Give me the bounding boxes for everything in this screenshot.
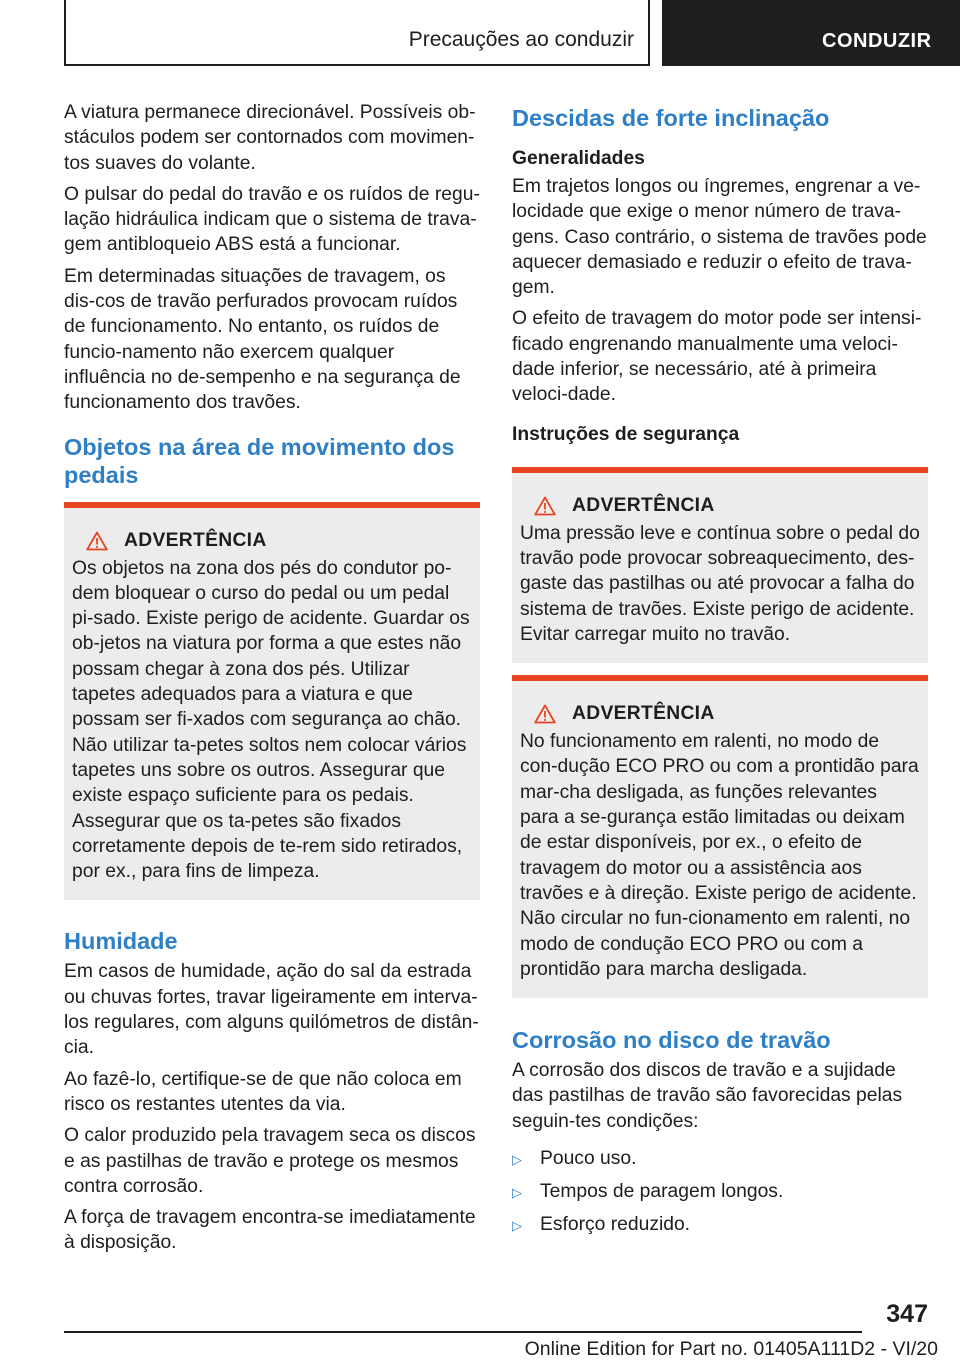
warning-title: ADVERTÊNCIA xyxy=(572,494,715,516)
header-section-box xyxy=(64,0,650,66)
warning-text: Uma pressão leve e contínua sobre o pedal do travão pode provocar sobreaquecimento, des-gaste das pastilhas ou até provocar a falha do sistema de travões. Existe perigo de acidente. Evitar carregar muito no travão. xyxy=(520,522,920,645)
header-chapter-box xyxy=(662,0,960,66)
heading-objetos: Objetos na área de movimento dos pedais xyxy=(64,433,455,488)
heading-humidade: Humidade xyxy=(64,928,178,955)
footer-edition: Online Edition for Part no. 01405A111D2 - VI/20 xyxy=(524,1338,938,1360)
left-column xyxy=(64,100,480,1262)
paragraph: O pulsar do pedal do travão e os ruídos de regu-lação hidráulica indicam que o sistema de trava-gem antibloqueio ABS está a funcionar. xyxy=(64,183,480,256)
list-item-text: Tempos de paragem longos. xyxy=(540,1181,784,1203)
warning-text: No funcionamento em ralenti, no modo de con-dução ECO PRO ou com a prontidão para mar-cha desligada, as funções relevantes para a se-gurança estão limitadas ou deixam de estar disponíveis, por ex., o efeito de travagem do motor ou a assistência aos travões e à direção. Existe perigo de acidente. Não circular no fun-cionamento em ralenti, no modo de condução ECO PRO ou com a prontidão para marcha desligada. xyxy=(520,731,919,980)
list-item xyxy=(512,1179,928,1205)
paragraph: Ao fazê-lo, certifique-se de que não coloca em risco os restantes utentes da via. xyxy=(64,1068,462,1115)
warning-triangle-icon xyxy=(86,531,108,551)
list-item xyxy=(512,1212,928,1238)
heading-generalidades: Generalidades xyxy=(512,148,645,169)
warning-box xyxy=(64,502,480,901)
warning-header xyxy=(72,530,472,552)
paragraph: Em casos de humidade, ação do sal da estrada ou chuvas fortes, travar ligeiramente em interva-los regulares, com alguns quilómetros de distân-cia. xyxy=(64,961,479,1059)
heading-descidas: Descidas de forte inclinação xyxy=(512,105,830,131)
warning-box xyxy=(512,675,928,998)
conditions-list xyxy=(512,1146,928,1238)
footer-divider xyxy=(64,1331,862,1333)
header-section-title: Precauções ao conduzir xyxy=(408,28,634,51)
right-column xyxy=(512,100,928,1245)
list-item-text: Pouco uso. xyxy=(540,1148,637,1170)
header-chapter-title: CONDUZIR xyxy=(822,30,932,52)
paragraph: O efeito de travagem do motor pode ser intensi-ficado engrenando manualmente uma veloci-dade inferior, se necessário, até à primeira veloci-dade. xyxy=(512,308,922,406)
warning-title: ADVERTÊNCIA xyxy=(124,529,267,551)
list-item xyxy=(512,1146,928,1172)
heading-instrucoes: Instruções de segurança xyxy=(512,423,740,445)
paragraph: A corrosão dos discos de travão e a sujidade das pastilhas de travão são favorecidas pelas seguin-tes condições: xyxy=(512,1060,903,1132)
paragraph: A força de travagem encontra-se imediatamente à disposição. xyxy=(64,1207,476,1254)
paragraph: Em determinadas situações de travagem, os dis-cos de travão perfurados provocam ruídos de funcionamento. No entanto, os ruídos de funcio-namento não exercem qualquer influência no de-sempenho e na segurança de funcionamento dos travões. xyxy=(64,265,461,414)
list-item-text: Esforço reduzido. xyxy=(540,1214,691,1236)
triangle-bullet-icon: ▷ xyxy=(512,1218,522,1234)
triangle-bullet-icon: ▷ xyxy=(512,1185,522,1201)
warning-header xyxy=(520,495,920,517)
warning-triangle-icon xyxy=(534,704,556,724)
heading-corrosao: Corrosão no disco de travão xyxy=(512,1027,831,1054)
warning-box xyxy=(512,467,928,663)
warning-title: ADVERTÊNCIA xyxy=(572,703,715,725)
paragraph: Em trajetos longos ou íngremes, engrenar a ve-locidade que exige o menor número de trava-gens. Caso contrário, o sistema de travões pode aquecer demasiado e reduzir o efeito de trava-gem. xyxy=(512,176,927,299)
paragraph: A viatura permanece direcionável. Possíveis ob-stáculos podem ser contornados com movimen-tos suaves do volante. xyxy=(64,102,476,174)
warning-triangle-icon xyxy=(534,496,556,516)
page-number: 347 xyxy=(886,1300,928,1328)
page-header xyxy=(0,0,960,66)
paragraph: O calor produzido pela travagem seca os discos e as pastilhas de travão e protege os mesmos contra corrosão. xyxy=(64,1125,476,1197)
triangle-bullet-icon: ▷ xyxy=(512,1152,522,1168)
warning-text: Os objetos na zona dos pés do condutor po-dem bloquear o curso do pedal ou um pedal pi-sado. Existe perigo de acidente. Guardar os ob-jetos na viatura por forma a que estes não possam chegar à zona dos pés. Utilizar tapetes adequados para a viatura e que possam ser fi-xados com segurança ao chão. Não utilizar ta-petes soltos nem colocar vários tapetes uns sobre os outros. Assegurar que existe espaço suficiente para os pedais. Assegurar que os ta-petes são fixados corretamente depois de te-rem sido retirados, por ex., para fins de limpeza. xyxy=(72,557,470,883)
warning-header xyxy=(520,703,920,725)
